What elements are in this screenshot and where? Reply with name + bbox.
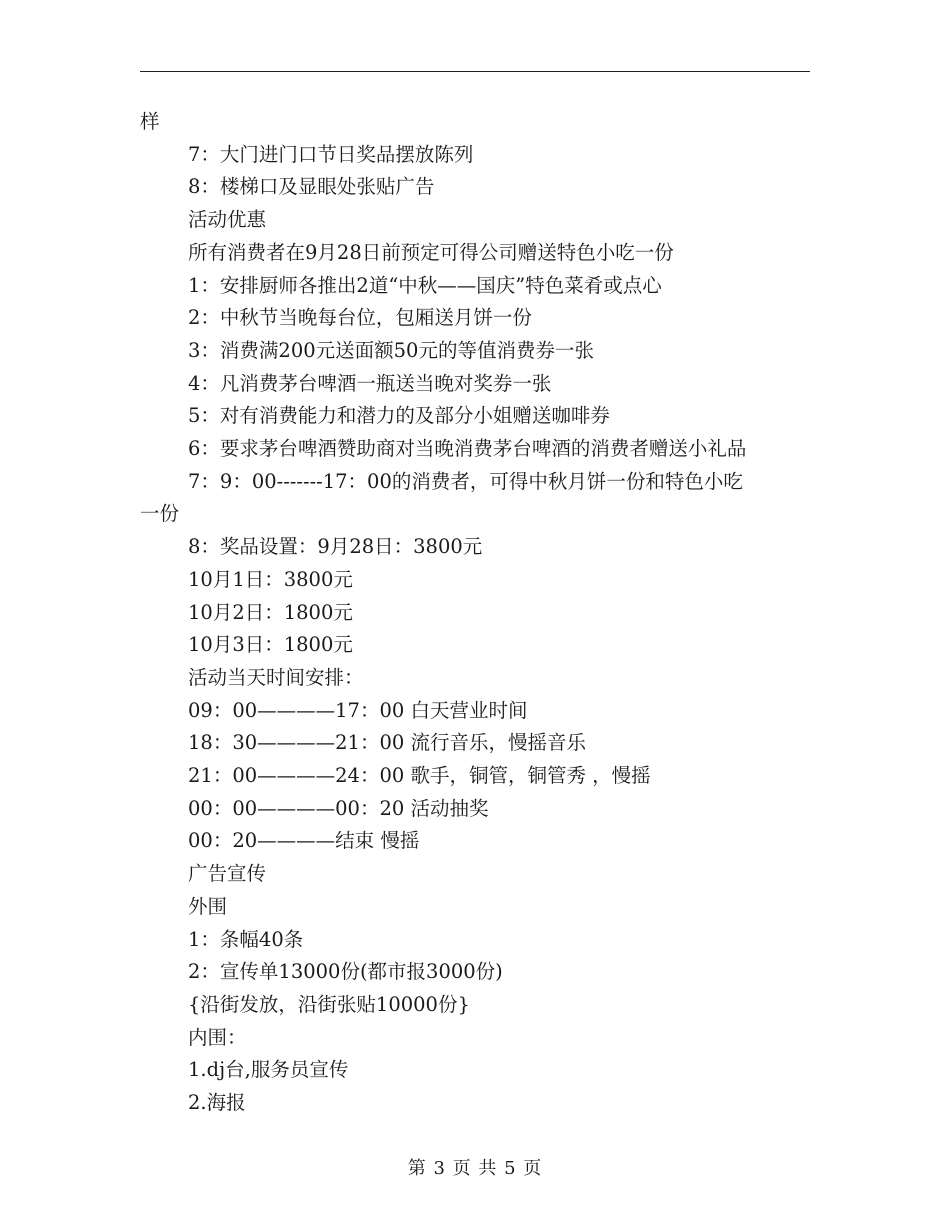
document-body: [140, 106, 812, 1120]
text-line: 8：楼梯口及显眼处张贴广告: [188, 175, 435, 199]
text-line: 3：消费满200元送面额50元的等值消费券一张: [188, 338, 594, 362]
text-line: 2：中秋节当晚每台位，包厢送月饼一份: [188, 306, 532, 330]
text-line: 7：大门进门口节日奖品摆放陈列: [188, 142, 474, 166]
page-footer: 第 3 页 共 5 页: [407, 1158, 543, 1179]
text-line: 2：宣传单13000份(都市报3000份): [188, 960, 503, 984]
text-line: {沿街发放，沿街张贴10000份}: [188, 992, 470, 1016]
text-line: 活动优惠: [188, 208, 267, 232]
text-line: 样: [140, 110, 160, 133]
text-line: 00：20————结束 慢摇: [188, 829, 420, 853]
text-line: 所有消费者在9月28日前预定可得公司赠送特色小吃一份: [188, 240, 674, 264]
text-line: 外围: [188, 894, 228, 918]
text-line: 2.海报: [188, 1091, 246, 1115]
text-line: 00：00————00：20 活动抽奖: [188, 796, 489, 820]
text-line: 09：00————17：00 白天营业时间: [188, 698, 528, 722]
text-line: 8：奖品设置：9月28日：3800元: [188, 535, 483, 559]
text-line: 内围：: [188, 1025, 247, 1049]
text-line: 10月2日：1800元: [188, 600, 353, 624]
text-line: 10月1日：3800元: [188, 567, 353, 591]
text-line: 21：00————24：00 歌手，铜管，铜管秀 ，慢摇: [188, 764, 651, 788]
text-line: 6：要求茅台啤酒赞助商对当晚消费茅台啤酒的消费者赠送小礼品: [188, 437, 747, 461]
text-line: 1.dj台,服务员宣传: [188, 1058, 349, 1082]
text-line: 广告宣传: [188, 862, 267, 886]
text-line: 4：凡消费茅台啤酒一瓶送当晚对奖券一张: [188, 371, 552, 395]
text-line: 一份: [140, 502, 180, 526]
header-rule: [140, 71, 810, 72]
text-line: 活动当天时间安排：: [188, 665, 364, 689]
text-line: 1：安排厨师各推出2道“中秋——国庆”特色菜肴或点心: [188, 273, 662, 297]
text-line: 5：对有消费能力和潜力的及部分小姐赠送咖啡券: [188, 404, 610, 428]
text-line: 1：条幅40条: [188, 927, 304, 951]
text-line: 18：30————21：00 流行音乐，慢摇音乐: [188, 731, 586, 755]
text-line: 7：9：00-------17：00的消费者，可得中秋月饼一份和特色小吃: [188, 469, 743, 493]
text-line: 10月3日：1800元: [188, 633, 353, 657]
